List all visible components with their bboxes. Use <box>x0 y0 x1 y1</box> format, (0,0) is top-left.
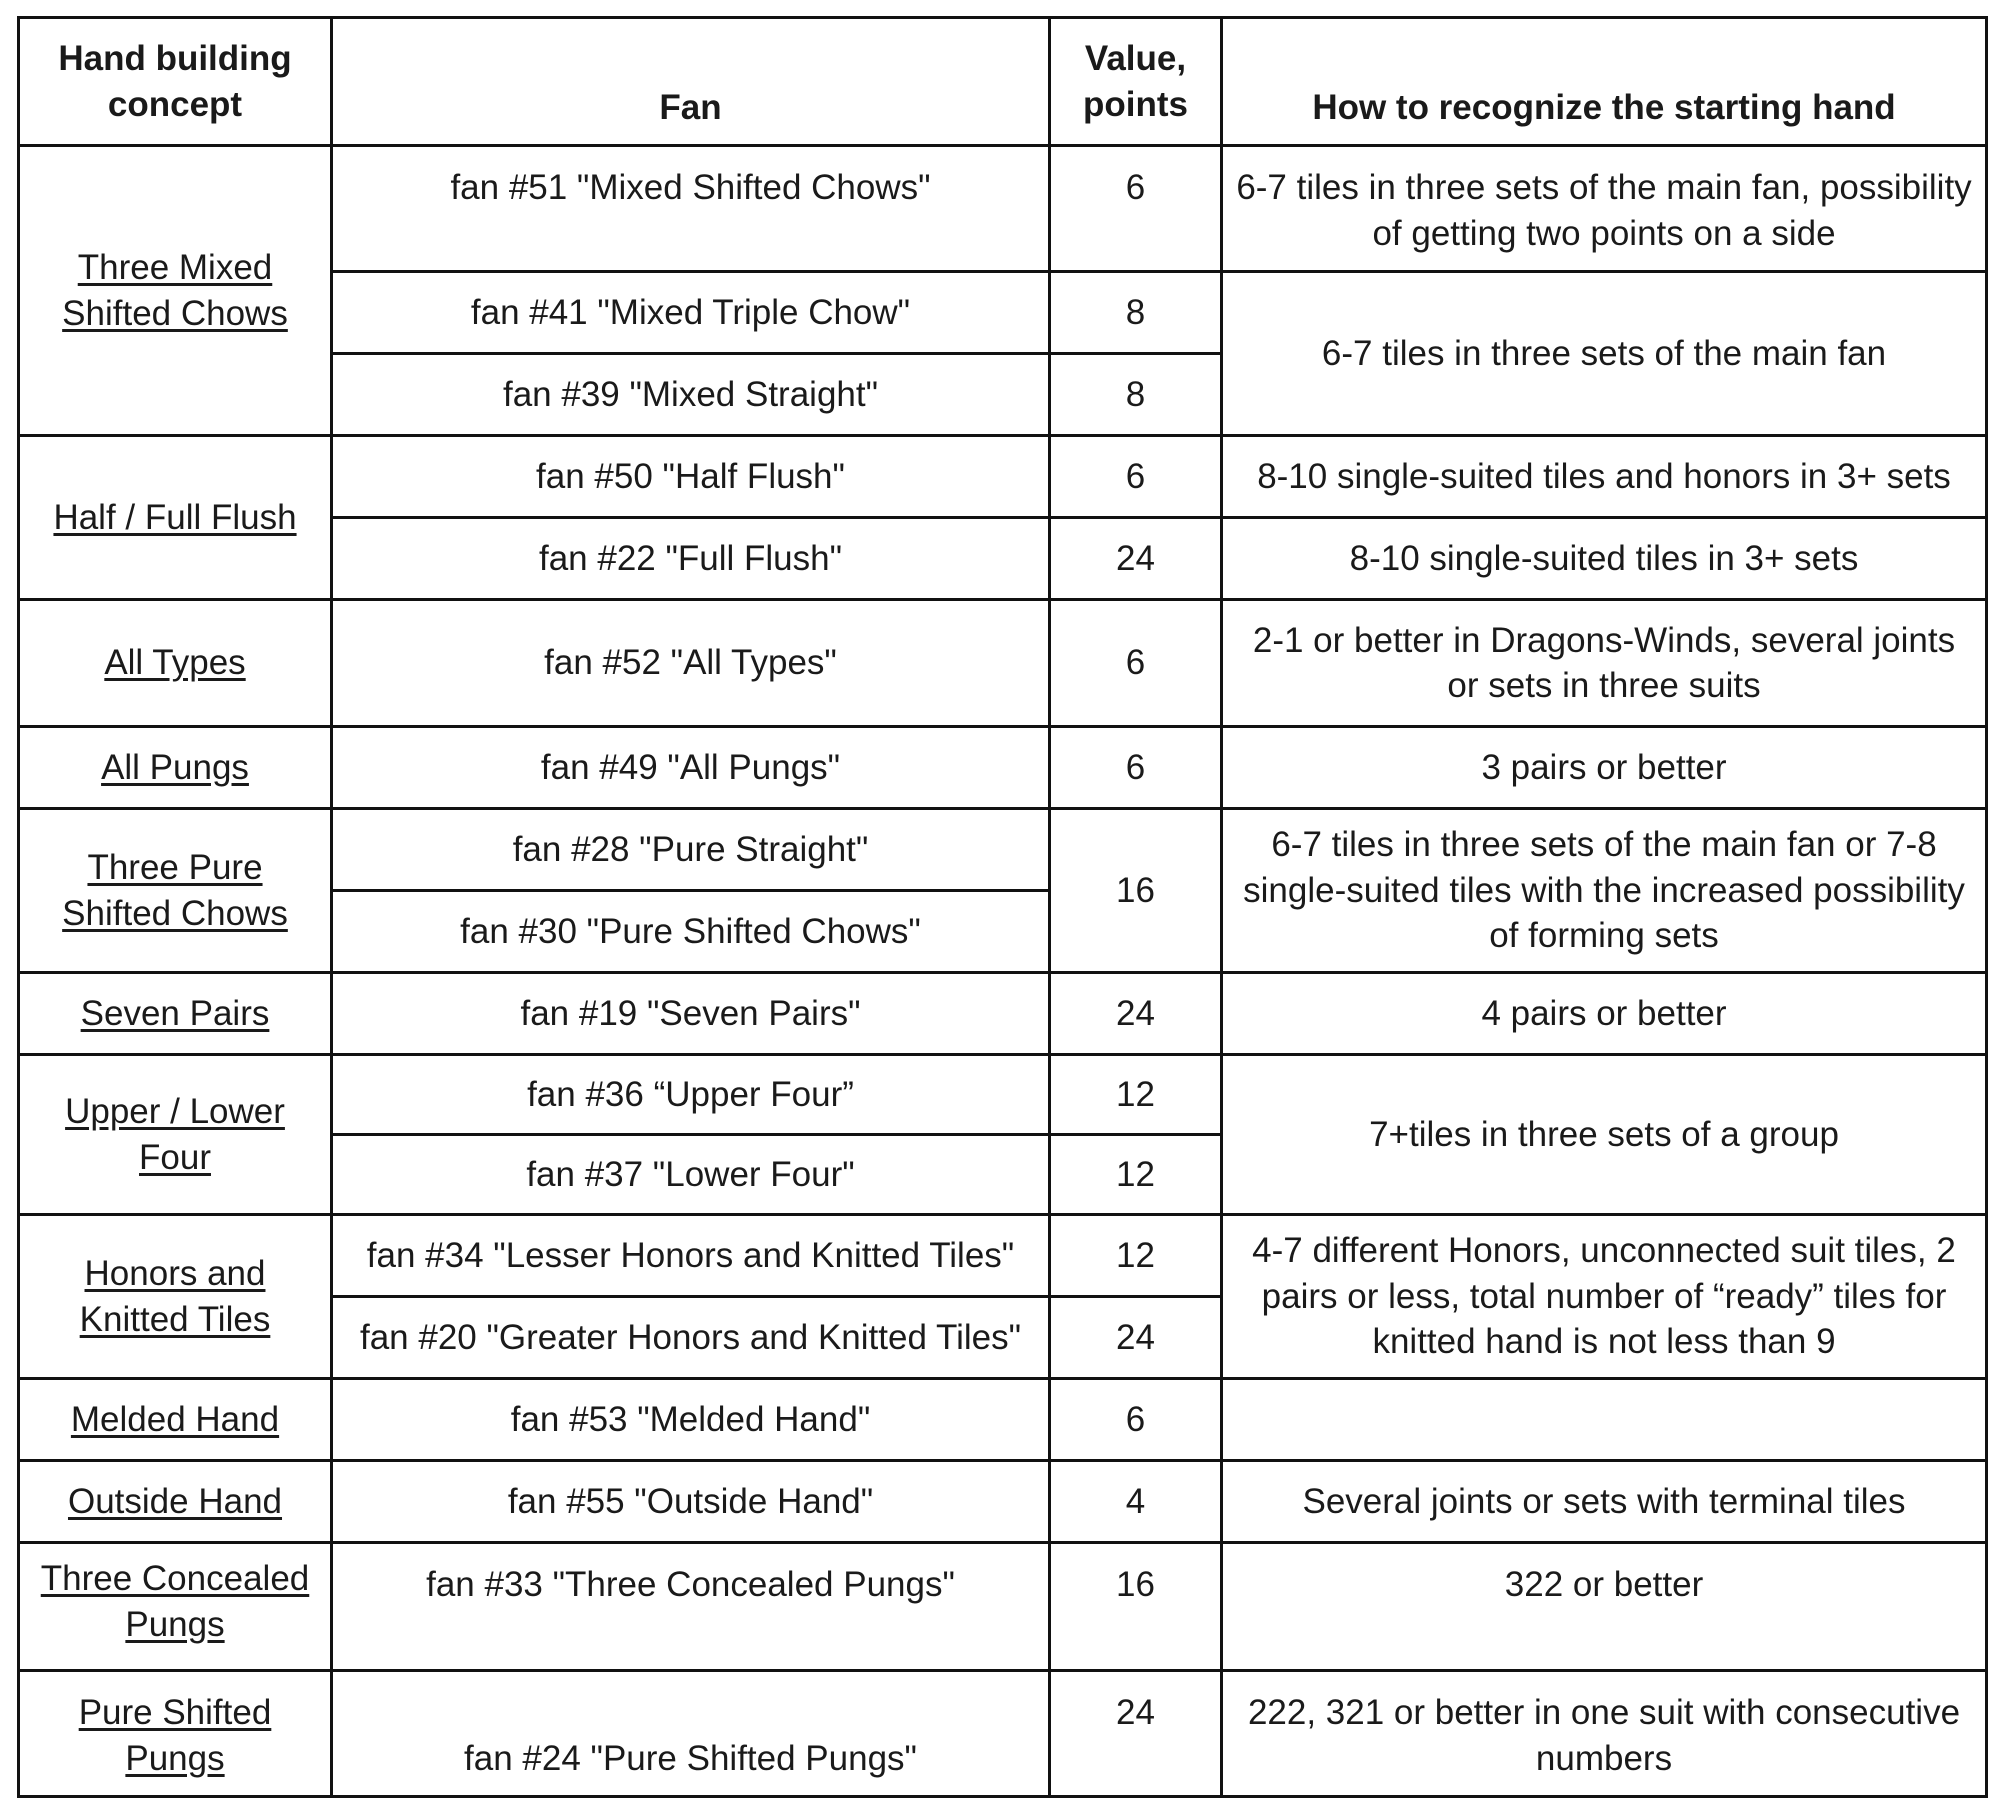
fan-cell: fan #41 "Mixed Triple Chow" <box>332 272 1050 354</box>
fan-table <box>17 16 1988 1798</box>
concept-link[interactable]: Melded Hand <box>70 1399 280 1439</box>
recognize-cell: 4 pairs or better <box>1222 973 1987 1055</box>
header-value: Value, points <box>1050 18 1222 146</box>
fan-cell: fan #51 "Mixed Shifted Chows" <box>332 146 1050 272</box>
concept-link[interactable]: Upper / Lower Four <box>65 1092 285 1177</box>
concept-link[interactable]: Three Concealed Pungs <box>40 1559 310 1644</box>
concept-cell <box>19 1461 332 1543</box>
table-row <box>19 600 1987 727</box>
recognize-cell: 322 or better <box>1222 1543 1987 1671</box>
concept-cell <box>19 727 332 809</box>
value-cell: 12 <box>1050 1215 1222 1297</box>
concept-cell <box>19 973 332 1055</box>
concept-link[interactable]: Half / Full Flush <box>53 497 297 537</box>
table-row <box>19 1055 1987 1135</box>
recognize-cell: 222, 321 or better in one suit with consecutive numbers <box>1222 1671 1987 1797</box>
value-cell: 16 <box>1050 1543 1222 1671</box>
recognize-cell: 3 pairs or better <box>1222 727 1987 809</box>
concept-cell <box>19 146 332 436</box>
concept-link[interactable]: Honors and Knitted Tiles <box>79 1254 271 1339</box>
recognize-cell: 6-7 tiles in three sets of the main fan <box>1222 272 1987 436</box>
value-cell: 6 <box>1050 600 1222 727</box>
table-row <box>19 1461 1987 1543</box>
fan-cell: fan #37 "Lower Four" <box>332 1135 1050 1215</box>
value-cell: 6 <box>1050 727 1222 809</box>
fan-cell: fan #30 "Pure Shifted Chows" <box>332 891 1050 973</box>
concept-cell <box>19 1055 332 1215</box>
value-cell: 24 <box>1050 1297 1222 1379</box>
recognize-cell: 2-1 or better in Dragons-Winds, several joints or sets in three suits <box>1222 600 1987 727</box>
concept-cell <box>19 600 332 727</box>
value-cell: 6 <box>1050 436 1222 518</box>
recognize-cell: Several joints or sets with terminal tiles <box>1222 1461 1987 1543</box>
fan-cell: fan #24 "Pure Shifted Pungs" <box>332 1671 1050 1797</box>
fan-cell: fan #36 “Upper Four” <box>332 1055 1050 1135</box>
value-cell: 24 <box>1050 973 1222 1055</box>
fan-cell: fan #39 "Mixed Straight" <box>332 354 1050 436</box>
value-cell: 6 <box>1050 1379 1222 1461</box>
fan-cell: fan #49 "All Pungs" <box>332 727 1050 809</box>
recognize-cell: 4-7 different Honors, unconnected suit tiles, 2 pairs or less, total number of “ready” tiles for knitted hand is not less than 9 <box>1222 1215 1987 1379</box>
concept-cell <box>19 1671 332 1797</box>
fan-cell: fan #34 "Lesser Honors and Knitted Tiles" <box>332 1215 1050 1297</box>
table-row <box>19 973 1987 1055</box>
concept-cell <box>19 1543 332 1671</box>
value-cell: 6 <box>1050 146 1222 272</box>
recognize-cell <box>1222 1379 1987 1461</box>
table-row <box>19 727 1987 809</box>
fan-cell: fan #53 "Melded Hand" <box>332 1379 1050 1461</box>
concept-link[interactable]: All Pungs <box>101 747 249 787</box>
fan-cell: fan #55 "Outside Hand" <box>332 1461 1050 1543</box>
fan-cell: fan #28 "Pure Straight" <box>332 809 1050 891</box>
table-row <box>19 146 1987 272</box>
value-cell: 16 <box>1050 809 1222 973</box>
concept-cell <box>19 1215 332 1379</box>
fan-cell: fan #22 "Full Flush" <box>332 518 1050 600</box>
value-cell: 12 <box>1050 1135 1222 1215</box>
value-cell: 24 <box>1050 1671 1222 1797</box>
table-row <box>19 809 1987 891</box>
concept-cell <box>19 809 332 973</box>
header-row <box>19 18 1987 146</box>
recognize-cell: 8-10 single-suited tiles in 3+ sets <box>1222 518 1987 600</box>
recognize-cell: 6-7 tiles in three sets of the main fan or 7-8 single-suited tiles with the increased possibility of forming sets <box>1222 809 1987 973</box>
concept-link[interactable]: Seven Pairs <box>80 993 270 1033</box>
value-cell: 4 <box>1050 1461 1222 1543</box>
table-row <box>19 436 1987 518</box>
concept-link[interactable]: Three Pure Shifted Chows <box>62 848 288 933</box>
value-cell: 8 <box>1050 272 1222 354</box>
recognize-cell: 6-7 tiles in three sets of the main fan, possibility of getting two points on a side <box>1222 146 1987 272</box>
table-row <box>19 1379 1987 1461</box>
recognize-cell: 7+tiles in three sets of a group <box>1222 1055 1987 1215</box>
fan-cell: fan #20 "Greater Honors and Knitted Tiles" <box>332 1297 1050 1379</box>
recognize-cell: 8-10 single-suited tiles and honors in 3+ sets <box>1222 436 1987 518</box>
concept-link[interactable]: Outside Hand <box>67 1481 283 1521</box>
fan-cell: fan #33 "Three Concealed Pungs" <box>332 1543 1050 1671</box>
value-cell: 8 <box>1050 354 1222 436</box>
concept-cell <box>19 1379 332 1461</box>
fan-cell: fan #52 "All Types" <box>332 600 1050 727</box>
concept-link[interactable]: All Types <box>104 643 246 683</box>
header-concept: Hand building concept <box>19 18 332 146</box>
concept-link[interactable]: Pure Shifted Pungs <box>78 1693 272 1778</box>
table-row <box>19 1671 1987 1797</box>
value-cell: 12 <box>1050 1055 1222 1135</box>
concept-cell <box>19 436 332 600</box>
fan-cell: fan #50 "Half Flush" <box>332 436 1050 518</box>
concept-link[interactable]: Three Mixed Shifted Chows <box>62 248 288 333</box>
table-row <box>19 1215 1987 1297</box>
table-row <box>19 1543 1987 1671</box>
header-fan: Fan <box>332 18 1050 146</box>
fan-cell: fan #19 "Seven Pairs" <box>332 973 1050 1055</box>
header-recognize: How to recognize the starting hand <box>1222 18 1987 146</box>
value-cell: 24 <box>1050 518 1222 600</box>
